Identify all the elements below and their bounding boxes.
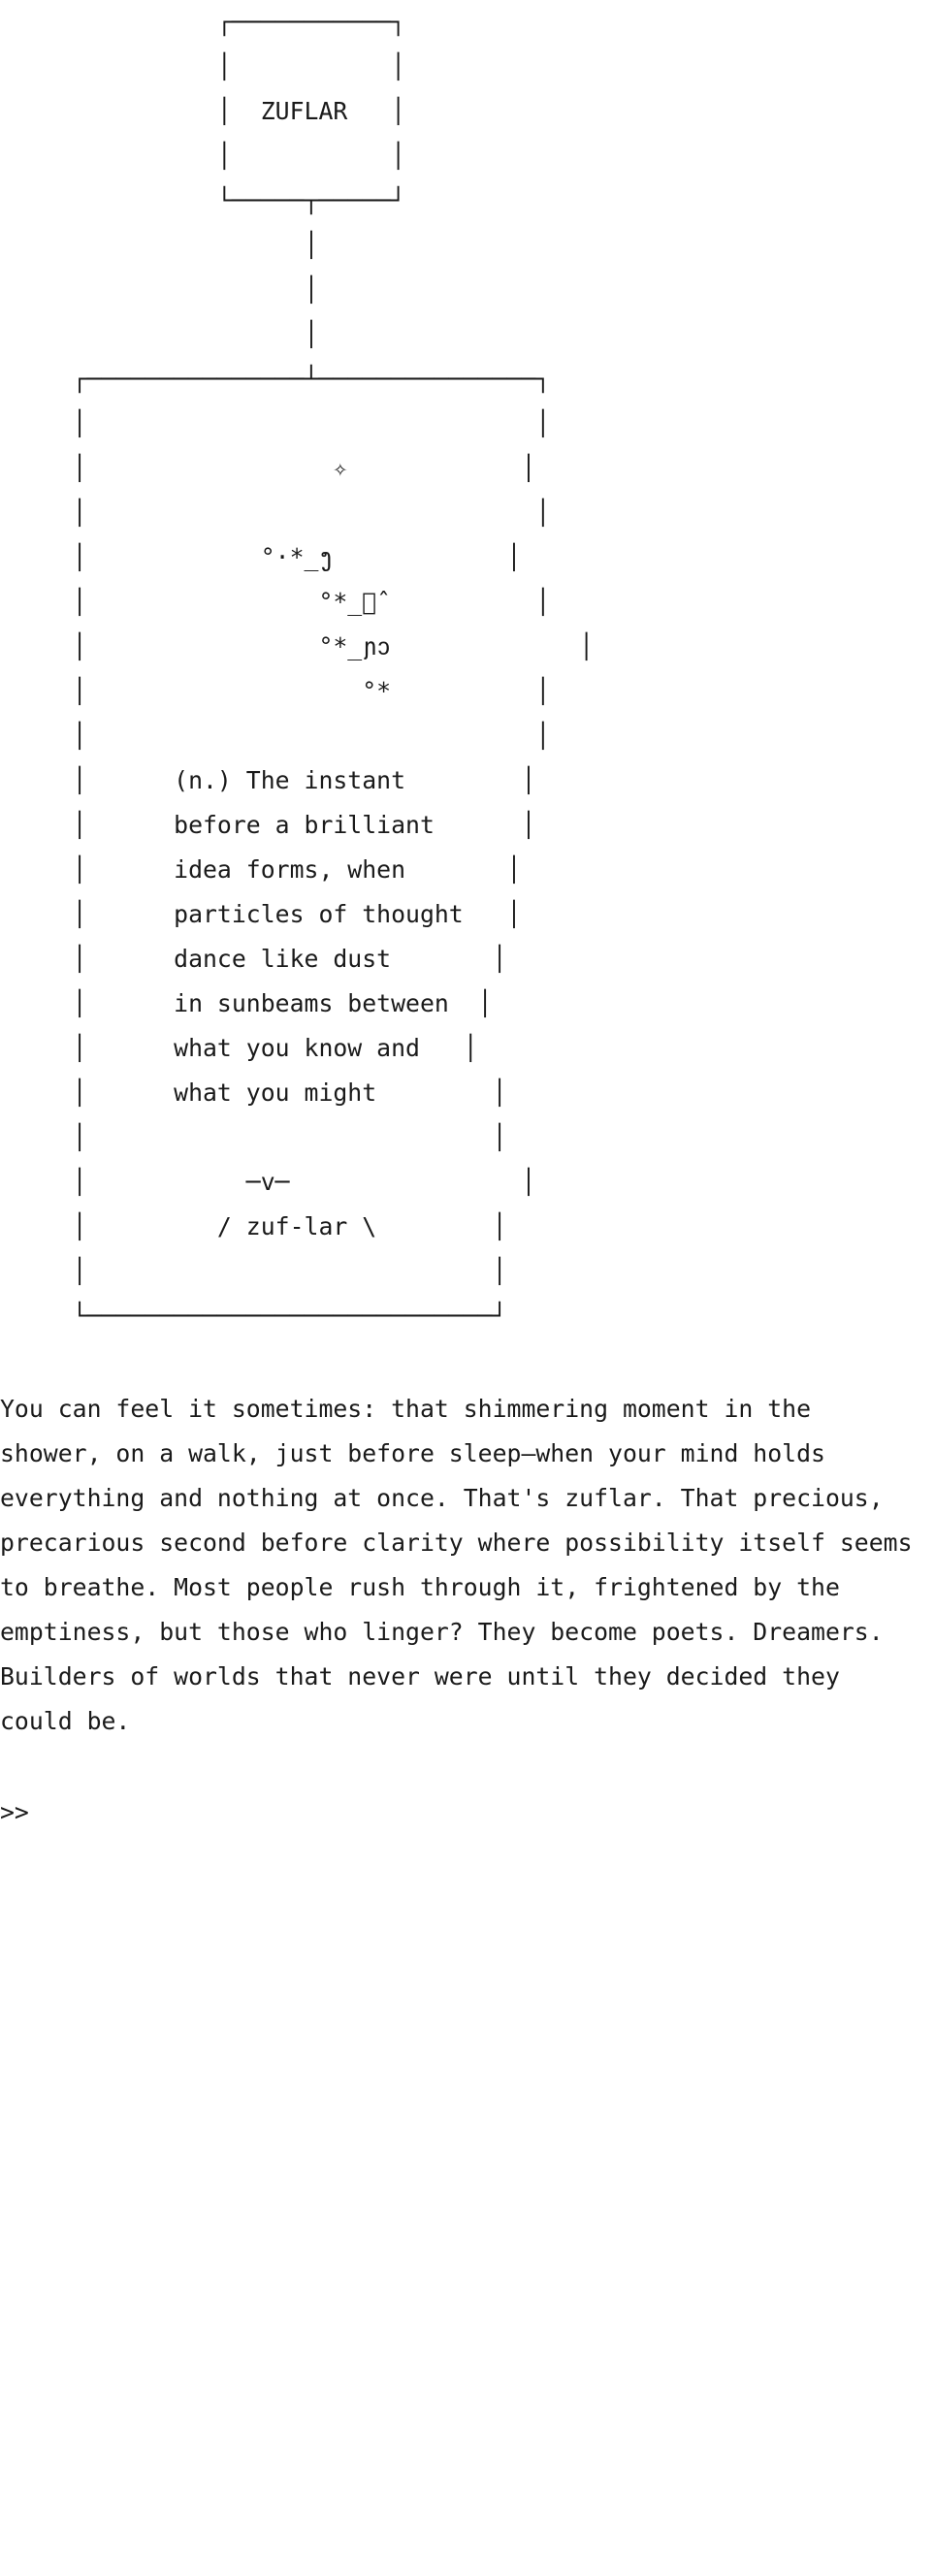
prose-line: to breathe. Most people rush through it, frightened by the	[0, 1573, 840, 1601]
prose-line: precarious second before clarity where possibility itself seems	[0, 1529, 913, 1557]
ascii-art-line: ┌───────────┐	[0, 8, 406, 36]
ascii-art-line: └─────┬─────┘	[0, 186, 406, 214]
ascii-art-line: │	[0, 275, 319, 304]
ascii-art-line: │ │	[0, 499, 551, 527]
ascii-art-line: │ (n.) The instant │	[0, 766, 536, 794]
ascii-art-line: │ │	[0, 409, 551, 437]
ascii-art-line: │ ─v─ │	[0, 1168, 536, 1196]
ascii-art-line: │ / zuf-lar \ │	[0, 1212, 507, 1240]
ascii-art-line: │ │	[0, 1123, 507, 1151]
ascii-art-line: │	[0, 320, 319, 348]
ascii-art-line: │ °·*_ງ │	[0, 543, 522, 571]
prose-line: Builders of worlds that never were until they decided they	[0, 1662, 840, 1690]
ascii-art-line: ┌───────────────┴───────────────┐	[0, 365, 551, 393]
prose-line: shower, on a walk, just before sleep—when your mind holds	[0, 1439, 825, 1467]
prose-line: emptiness, but those who linger? They become poets. Dreamers.	[0, 1618, 884, 1646]
ascii-art-line: │ before a brilliant │	[0, 811, 536, 839]
ascii-art-line: │ │	[0, 722, 551, 750]
ascii-art-line: │ │	[0, 142, 406, 170]
ascii-art-line: │ │	[0, 52, 406, 80]
command-prompt[interactable]: >>	[0, 1798, 29, 1826]
ascii-art-line: │ what you might │	[0, 1079, 507, 1107]
prose-line: everything and nothing at once. That's zuflar. That precious,	[0, 1484, 884, 1512]
ascii-art-line: │ ZUFLAR │	[0, 97, 406, 125]
prose-line: You can feel it sometimes: that shimmering moment in the	[0, 1395, 812, 1423]
ascii-art-line: └────────────────────────────┘	[0, 1302, 507, 1330]
prose-line: could be.	[0, 1707, 131, 1735]
ascii-art-line: │ │	[0, 1257, 507, 1285]
ascii-art-line: │	[0, 231, 319, 259]
ascii-art-line: │ particles of thought │	[0, 900, 522, 928]
ascii-art-line: │ what you know and │	[0, 1034, 478, 1062]
ascii-art-line: │ ✧ │	[0, 454, 536, 482]
ascii-art-line: │ °* │	[0, 677, 551, 705]
prose-paragraph	[0, 1387, 935, 1744]
ascii-art-line: │ dance like dust │	[0, 945, 507, 973]
ascii-art-line: │ in sunbeams between │	[0, 989, 493, 1017]
ascii-art-line: │ °*_ɲↄ │	[0, 632, 595, 660]
ascii-art-line: │ idea forms, when │	[0, 855, 522, 884]
ascii-art-line: │ °*_ก̂ │	[0, 588, 551, 616]
